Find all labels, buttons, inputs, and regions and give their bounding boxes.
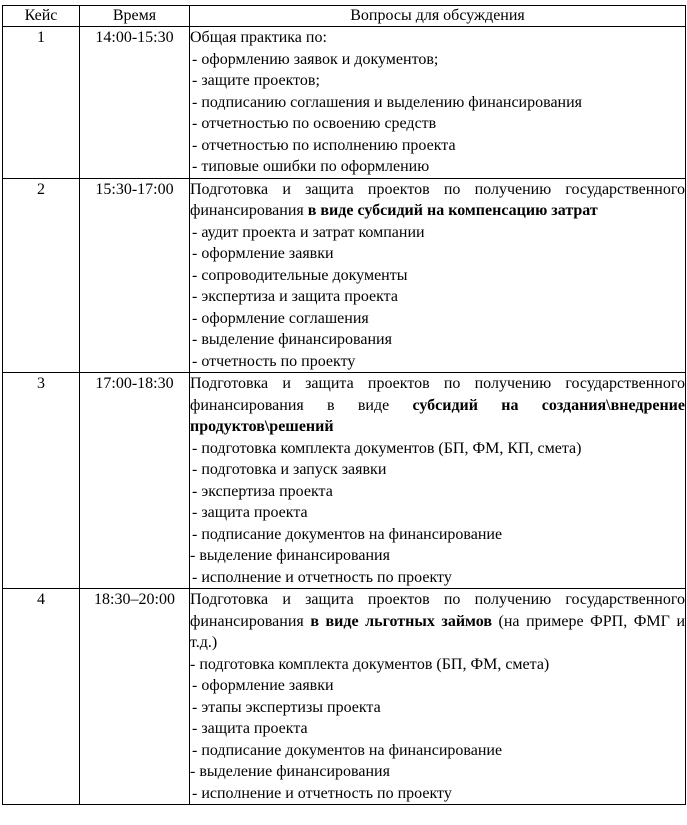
list-item: - оформление заявки <box>192 677 334 694</box>
list-item: - оформление заявки <box>192 245 334 262</box>
list-item: - экспертиза и защита проекта <box>192 288 398 305</box>
header-topics: Вопросы для обсуждения <box>190 6 686 27</box>
table-row <box>3 27 686 179</box>
list-item: - подписанию соглашения и выделению финансирования <box>192 93 583 111</box>
list-item: - защита проекта <box>192 720 308 737</box>
table-row <box>3 373 686 589</box>
table-row <box>3 589 686 805</box>
topic-intro <box>190 179 685 222</box>
case-number: 4 <box>3 589 80 805</box>
list-item: - защите проектов; <box>192 72 320 89</box>
time-slot: 14:00-15:30 <box>80 27 190 179</box>
topics-cell <box>190 178 686 373</box>
case-number: 1 <box>3 27 80 179</box>
list-item: - исполнение и отчетность по проекту <box>192 784 452 802</box>
schedule-table <box>2 5 686 805</box>
header-time: Время <box>80 6 190 27</box>
topics-cell <box>190 27 686 179</box>
topic-intro <box>190 589 685 654</box>
list-item: - оформлению заявок и документов; <box>192 50 439 68</box>
topic-intro <box>190 373 685 438</box>
intro-tail: (на примере ФРП, ФМГ и т.д.) <box>190 612 686 651</box>
list-item: - экспертиза проекта <box>192 482 333 500</box>
list-item: - выделение финансирования <box>192 331 392 348</box>
list-item: - подписание документов на финансирование <box>192 741 503 759</box>
list-item: - типовые ошибки по оформлению <box>192 158 430 175</box>
list-item: - выделение финансирования <box>190 763 390 780</box>
list-item: - аудит проекта и затрат компании <box>192 223 425 241</box>
intro-text: Подготовка и защита проектов по получению государственного финансирования <box>190 180 685 219</box>
table-header-row <box>3 6 686 27</box>
case-number: 3 <box>3 373 80 589</box>
list-item: - выделение финансирования <box>190 547 390 564</box>
intro-text: Подготовка и защита проектов по получению государственного финансирования в виде <box>190 375 685 414</box>
time-slot: 15:30-17:00 <box>80 178 190 373</box>
intro-emphasis: в виде льготных займов <box>310 612 492 630</box>
time-slot: 18:30–20:00 <box>80 589 190 805</box>
topics-cell <box>190 373 686 589</box>
list-item: - защита проекта <box>192 504 308 521</box>
intro-emphasis: в виде субсидий на компенсацию затрат <box>307 202 598 219</box>
topic-title: Общая практика по: <box>190 29 327 46</box>
list-item: - подготовка и запуск заявки <box>192 461 387 478</box>
list-item: - подготовка комплекта документов (БП, ФМ, КП, смета) <box>192 439 582 457</box>
header-case: Кейс <box>3 6 80 27</box>
case-number: 2 <box>3 178 80 373</box>
list-item: - отчетностью по исполнению проекта <box>192 136 456 154</box>
list-item: - исполнение и отчетность по проекту <box>192 568 452 586</box>
list-item: - сопроводительные документы <box>192 266 408 284</box>
table-row <box>3 178 686 373</box>
list-item: - отчетностью по освоению средств <box>192 115 437 132</box>
list-item: - оформление соглашения <box>192 309 369 327</box>
intro-emphasis: субсидий на создания\внедрение продуктов\решений <box>190 396 685 435</box>
time-slot: 17:00-18:30 <box>80 373 190 589</box>
list-item: - этапы экспертизы проекта <box>192 698 381 716</box>
list-item: - подписание документов на финансирование <box>192 525 503 543</box>
list-item: - отчетность по проекту <box>192 352 356 370</box>
list-item: - подготовка комплекта документов (БП, ФМ, смета) <box>190 655 550 673</box>
topics-cell <box>190 589 686 805</box>
intro-text: Подготовка и защита проектов по получению государственного финансирования <box>190 591 685 630</box>
